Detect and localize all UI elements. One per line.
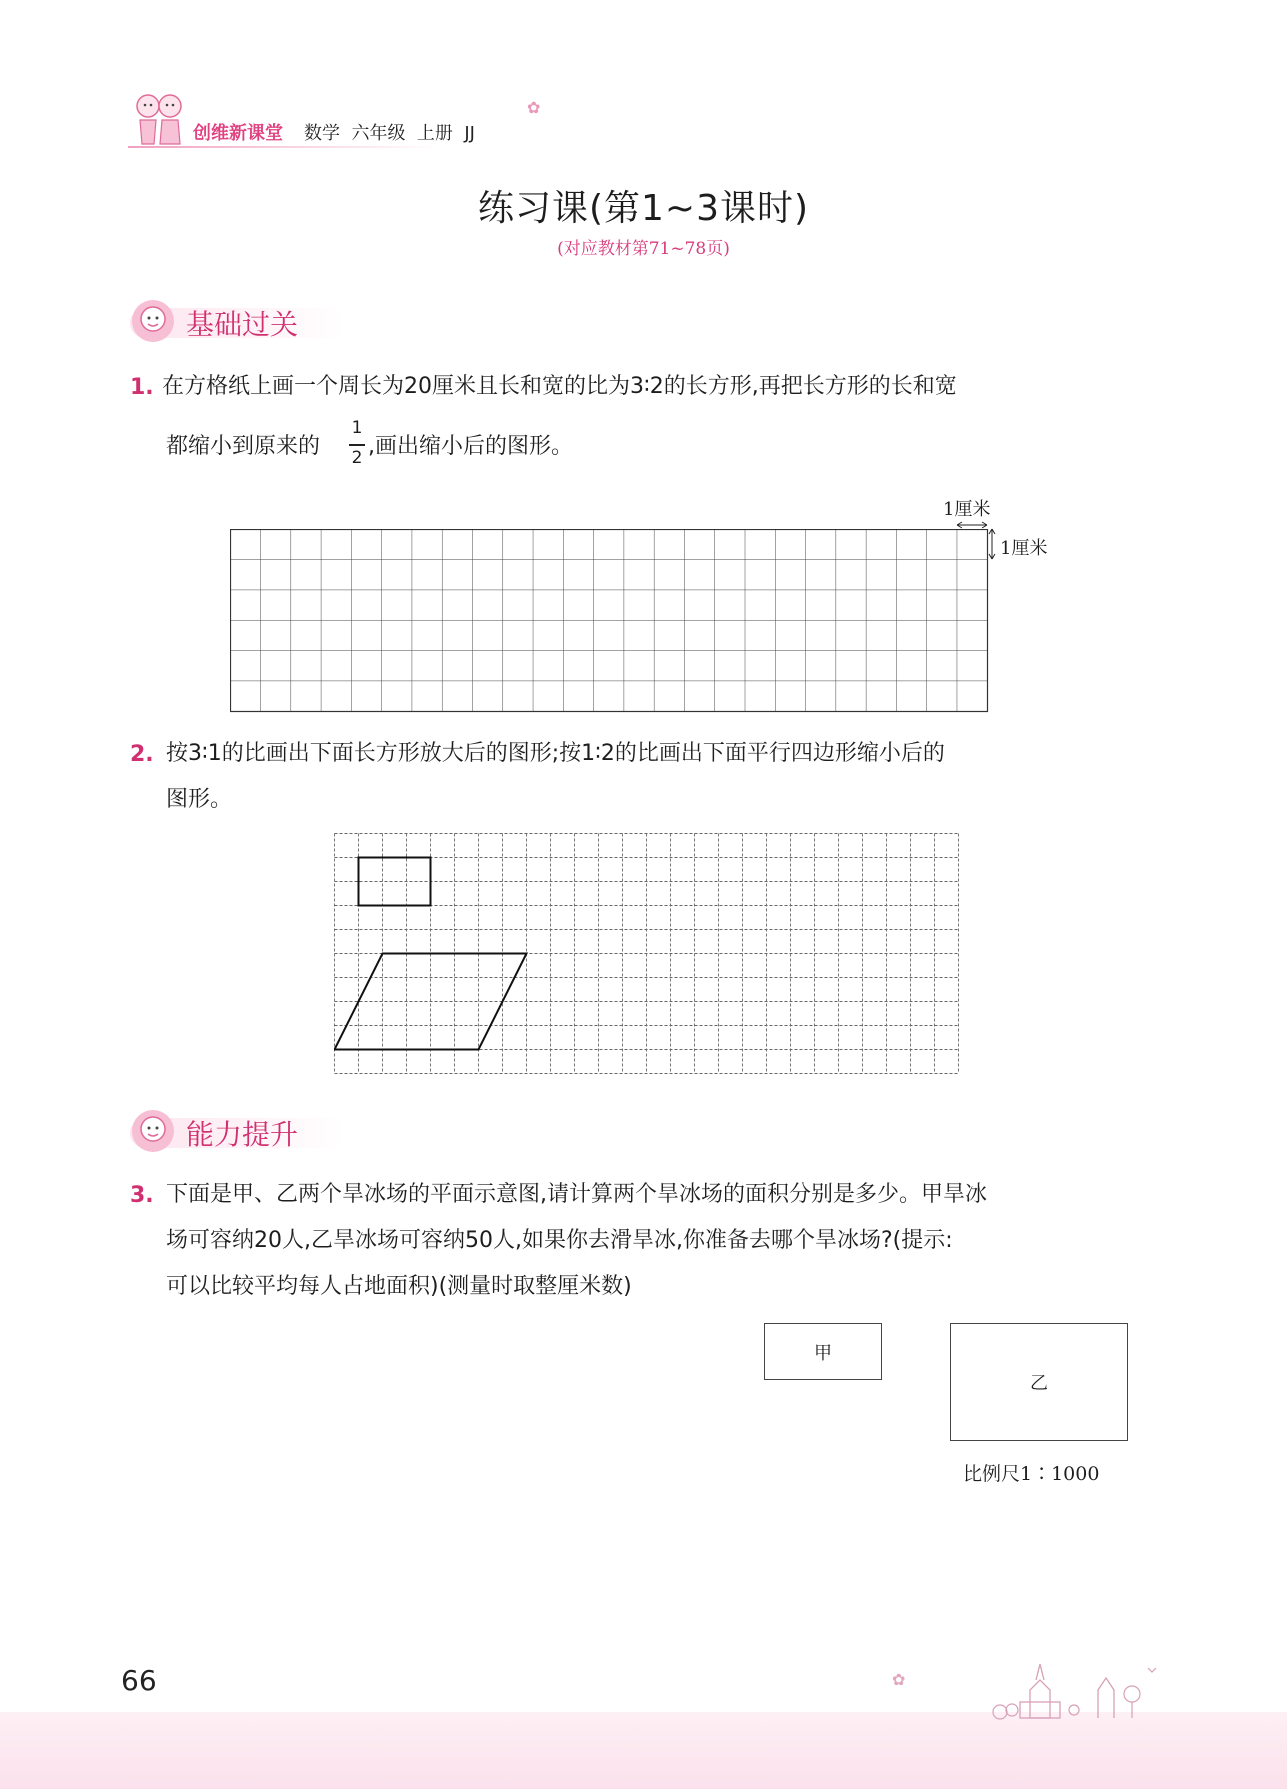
q1-fraction-bar [349,444,365,446]
q1-line1: 在方格纸上画一个周长为20厘米且长和宽的比为3∶2的长方形,再把长方形的长和宽 [162,374,957,399]
q3-line1: 下面是甲、乙两个旱冰场的平面示意图,请计算两个旱冰场的面积分别是多少。甲旱冰 [166,1182,987,1207]
section-advanced-icon [130,1108,176,1154]
q1-unit-horizontal-label: 1厘米 [943,499,991,520]
q3-rink-b [950,1323,1128,1441]
q1-fraction-numerator: 1 [351,418,363,438]
q2-line2: 图形。 [166,787,233,812]
q2-line1: 按3∶1的比画出下面长方形放大后的图形;按1∶2的比画出下面平行四边形缩小后的 [166,741,945,766]
header-kids-illustration [128,88,190,150]
q1-number: 1. [130,375,154,400]
q3-number: 3. [130,1183,154,1208]
q3-rink-a-label: 甲 [814,1342,832,1364]
section-basic-icon [130,298,176,344]
section-basic-title: 基础过关 [186,308,299,341]
q2-number: 2. [130,742,154,767]
q1-unit-vertical-label: 1厘米 [1000,538,1048,559]
q3-rink-a [764,1323,882,1380]
q3-line3: 可以比较平均每人占地面积)(测量时取整厘米数) [166,1274,632,1299]
q1-line2-pre: 都缩小到原来的 [166,434,321,459]
q3-rink-b-label: 乙 [1030,1373,1048,1394]
q3-line2: 场可容纳20人,乙旱冰场可容纳50人,如果你去滑旱冰,你准备去哪个旱冰场?(提示: [166,1228,953,1253]
q2-dashed-grid [334,833,960,1075]
header-divider [128,146,438,148]
section-advanced-title: 能力提升 [186,1118,299,1151]
header-meta: 数学 六年级 上册 JJ [304,123,475,144]
q1-line2-post: ,画出缩小后的图形。 [368,434,573,459]
q3-scale: 比例尺1∶1000 [963,1463,1100,1485]
footer-flower-icon: ✿ [892,1670,906,1689]
q1-fraction-denominator: 2 [351,448,363,468]
page-subtitle: (对应教材第71~78页) [557,239,730,259]
header-flower-icon: ✿ [527,98,541,117]
page-title: 练习课(第1~3课时) [477,188,810,229]
header-brand: 创维新课堂 [193,123,283,144]
footer-castle-illustration [990,1650,1170,1724]
q1-square-grid [230,529,990,713]
page-number: 66 [121,1664,157,1697]
